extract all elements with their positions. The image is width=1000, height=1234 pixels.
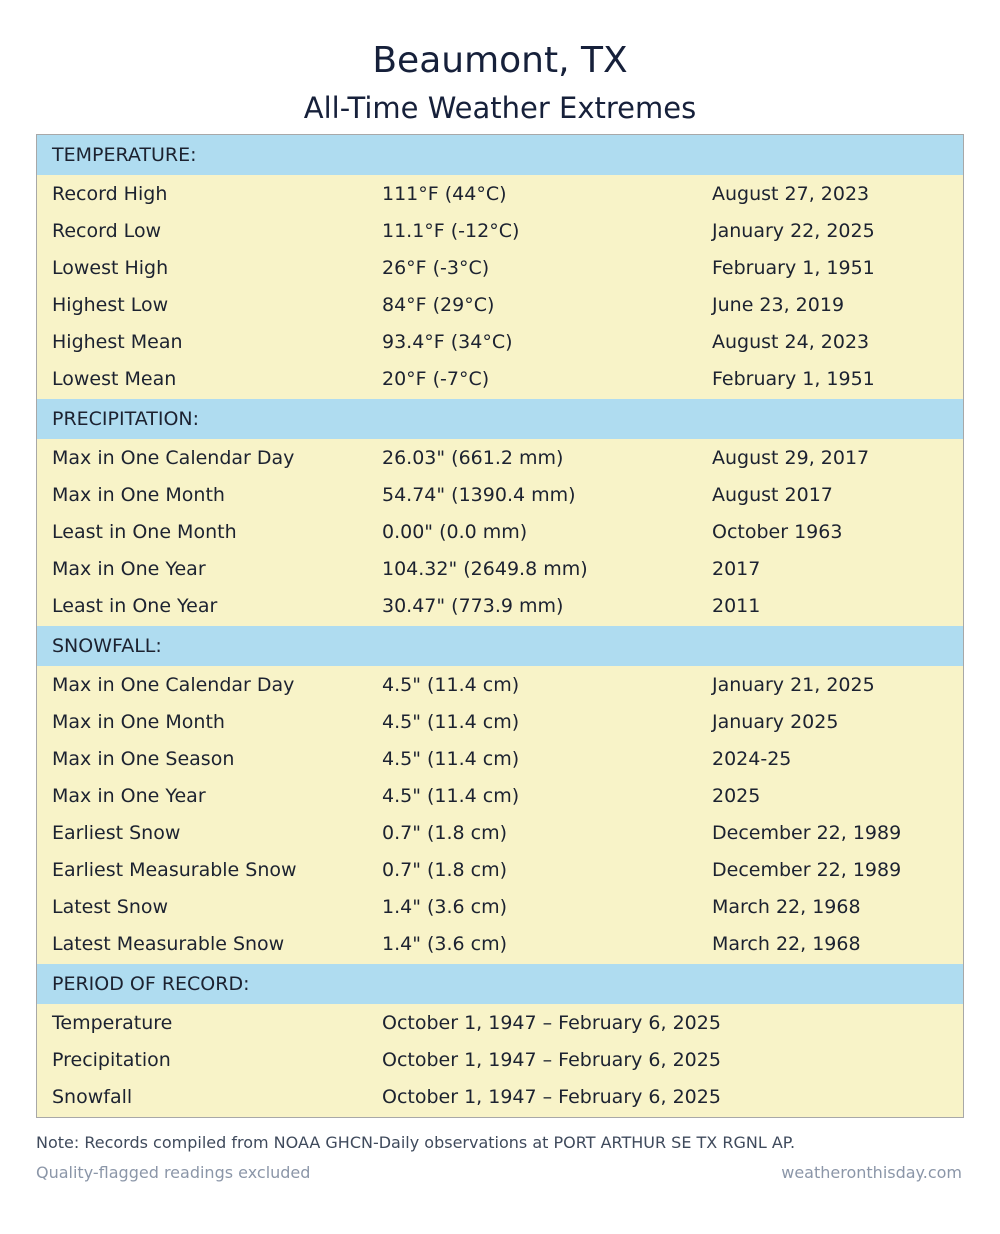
table-row <box>37 514 963 551</box>
table-row <box>37 1079 963 1116</box>
table-row <box>37 741 963 778</box>
record-date: October 1963 <box>712 521 843 543</box>
record-label: Max in One Year <box>52 558 206 580</box>
section-body-period-of-record <box>37 1004 963 1117</box>
record-label: Max in One Calendar Day <box>52 447 295 469</box>
record-label: Least in One Month <box>52 521 237 543</box>
record-label: Snowfall <box>52 1086 133 1108</box>
record-value: 4.5" (11.4 cm) <box>382 785 520 807</box>
record-date: February 1, 1951 <box>712 257 875 279</box>
record-date: January 2025 <box>712 711 839 733</box>
section-body-precipitation <box>37 439 963 626</box>
record-value: 1.4" (3.6 cm) <box>382 933 508 955</box>
record-date: 2017 <box>712 558 761 580</box>
record-value: 1.4" (3.6 cm) <box>382 896 508 918</box>
section-body-temperature <box>37 175 963 399</box>
record-date: August 2017 <box>712 484 833 506</box>
record-date: February 1, 1951 <box>712 368 875 390</box>
record-date: March 22, 1968 <box>712 933 861 955</box>
record-value: 11.1°F (-12°C) <box>382 220 520 242</box>
record-date: 2025 <box>712 785 761 807</box>
record-value: 84°F (29°C) <box>382 294 495 316</box>
record-label: Precipitation <box>52 1049 171 1071</box>
section-heading-precipitation: PRECIPITATION: <box>37 399 963 439</box>
record-label: Record High <box>52 183 168 205</box>
record-value: 0.7" (1.8 cm) <box>382 859 508 881</box>
table-row <box>37 704 963 741</box>
table-row <box>37 588 963 625</box>
record-value: 111°F (44°C) <box>382 183 507 205</box>
record-value: 0.7" (1.8 cm) <box>382 822 508 844</box>
table-row <box>37 250 963 287</box>
record-date: December 22, 1989 <box>712 859 902 881</box>
record-label: Temperature <box>52 1012 173 1034</box>
record-date: December 22, 1989 <box>712 822 902 844</box>
record-value: 4.5" (11.4 cm) <box>382 748 520 770</box>
record-label: Latest Measurable Snow <box>52 933 285 955</box>
record-label: Max in One Season <box>52 748 235 770</box>
source-credit: weatheronthisday.com <box>781 1163 962 1182</box>
table-row <box>37 287 963 324</box>
record-date: 2011 <box>712 595 761 617</box>
record-label: Max in One Month <box>52 484 225 506</box>
record-date: January 21, 2025 <box>712 674 875 696</box>
record-label: Lowest High <box>52 257 169 279</box>
section-body-snowfall <box>37 666 963 964</box>
table-row <box>37 926 963 963</box>
table-row <box>37 667 963 704</box>
table-row <box>37 815 963 852</box>
record-label: Max in One Year <box>52 785 206 807</box>
record-value: 20°F (-7°C) <box>382 368 490 390</box>
record-label: Lowest Mean <box>52 368 177 390</box>
record-label: Least in One Year <box>52 595 218 617</box>
record-value: 4.5" (11.4 cm) <box>382 711 520 733</box>
record-value: 0.00" (0.0 mm) <box>382 521 528 543</box>
record-value: 4.5" (11.4 cm) <box>382 674 520 696</box>
record-value: 54.74" (1390.4 mm) <box>382 484 576 506</box>
table-row <box>37 778 963 815</box>
record-value: 104.32" (2649.8 mm) <box>382 558 588 580</box>
record-value: 30.47" (773.9 mm) <box>382 595 564 617</box>
section-heading-temperature: TEMPERATURE: <box>37 135 963 175</box>
page-subtitle: All-Time Weather Extremes <box>303 91 697 125</box>
record-value: October 1, 1947 – February 6, 2025 <box>382 1012 721 1034</box>
records-table <box>36 134 964 1118</box>
record-value: 93.4°F (34°C) <box>382 331 513 353</box>
record-label: Highest Mean <box>52 331 183 353</box>
record-label: Record Low <box>52 220 162 242</box>
record-label: Highest Low <box>52 294 169 316</box>
record-label: Earliest Snow <box>52 822 181 844</box>
record-date: August 27, 2023 <box>712 183 870 205</box>
table-row <box>37 852 963 889</box>
record-value: 26°F (-3°C) <box>382 257 490 279</box>
record-label: Latest Snow <box>52 896 169 918</box>
section-heading-period-of-record: PERIOD OF RECORD: <box>37 964 963 1004</box>
table-row <box>37 361 963 398</box>
record-date: January 22, 2025 <box>712 220 875 242</box>
record-value: 26.03" (661.2 mm) <box>382 447 564 469</box>
record-date: August 29, 2017 <box>712 447 870 469</box>
table-row <box>37 551 963 588</box>
record-label: Max in One Calendar Day <box>52 674 295 696</box>
record-date: March 22, 1968 <box>712 896 861 918</box>
record-date: June 23, 2019 <box>712 294 845 316</box>
table-row <box>37 889 963 926</box>
section-heading-snowfall: SNOWFALL: <box>37 626 963 666</box>
record-value: October 1, 1947 – February 6, 2025 <box>382 1049 721 1071</box>
record-label: Earliest Measurable Snow <box>52 859 297 881</box>
table-row <box>37 213 963 250</box>
table-row <box>37 1005 963 1042</box>
table-row <box>37 324 963 361</box>
table-row <box>37 176 963 213</box>
record-date: 2024-25 <box>712 748 792 770</box>
record-label: Max in One Month <box>52 711 225 733</box>
table-row <box>37 477 963 514</box>
record-date: August 24, 2023 <box>712 331 870 353</box>
quality-note: Quality-flagged readings excluded <box>36 1163 311 1182</box>
page-title: Beaumont, TX <box>372 40 628 81</box>
table-row <box>37 1042 963 1079</box>
record-value: October 1, 1947 – February 6, 2025 <box>382 1086 721 1108</box>
table-row <box>37 440 963 477</box>
footnote: Note: Records compiled from NOAA GHCN-Daily observations at PORT ARTHUR SE TX RGNL AP. <box>36 1133 796 1152</box>
